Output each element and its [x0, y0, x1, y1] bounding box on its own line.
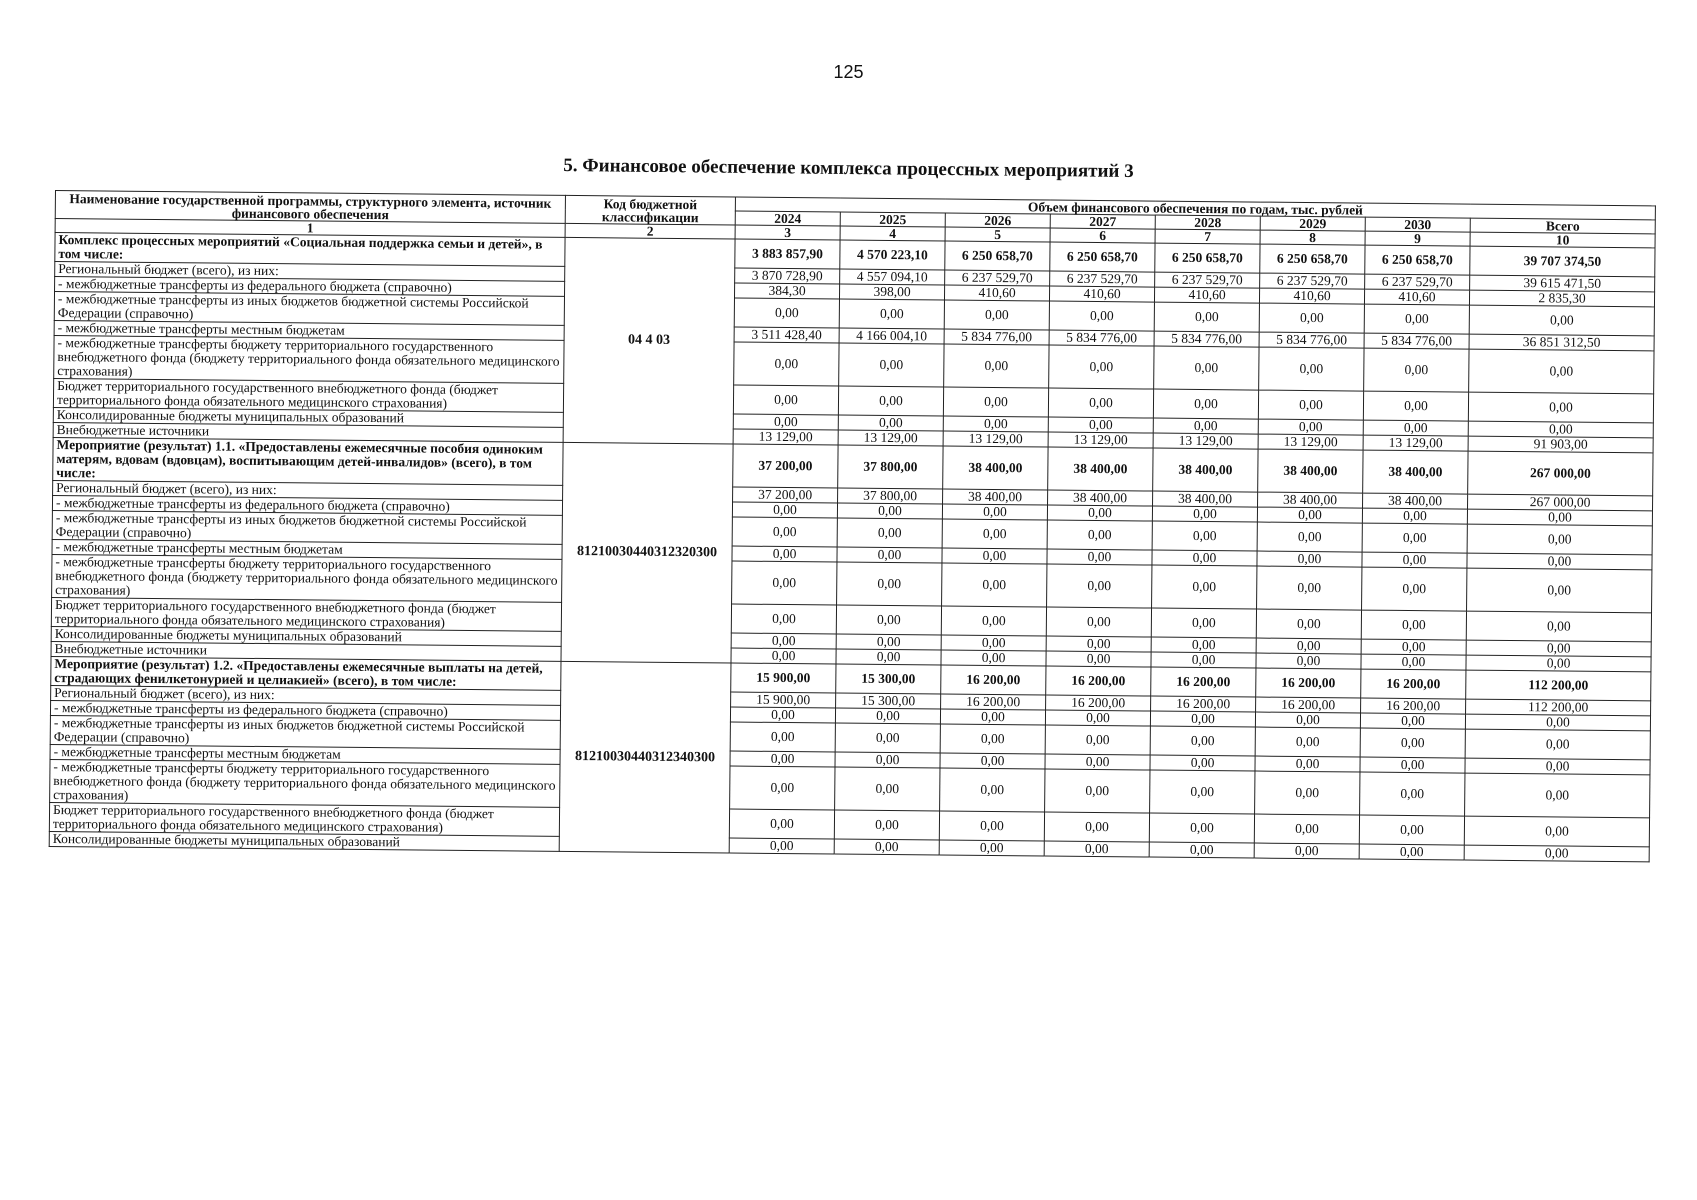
total-value: 0,00	[1466, 611, 1651, 642]
year-value: 38 400,00	[943, 446, 1048, 490]
year-value: 0,00	[1254, 814, 1359, 844]
year-value: 0,00	[1360, 757, 1465, 773]
year-value: 0,00	[1047, 505, 1152, 521]
year-value: 0,00	[732, 502, 837, 518]
year-value: 16 200,00	[1151, 667, 1256, 697]
year-value: 0,00	[1150, 711, 1255, 727]
year-value: 5 834 776,00	[1259, 332, 1364, 348]
year-value: 6 250 658,70	[1365, 245, 1470, 275]
year-value: 13 129,00	[1153, 433, 1258, 449]
year-value: 16 200,00	[1361, 669, 1466, 699]
year-value: 38 400,00	[1153, 491, 1258, 507]
year-value: 0,00	[1045, 769, 1150, 813]
year-value: 0,00	[836, 649, 941, 665]
year-value: 0,00	[942, 519, 1047, 549]
year-value: 0,00	[1154, 346, 1259, 390]
row-label: Внебюджетные источники	[51, 641, 561, 661]
budget-code: 81210030440312340300	[559, 661, 731, 853]
year-value: 0,00	[1048, 388, 1153, 418]
year-value: 0,00	[837, 503, 942, 519]
year-value: 13 129,00	[943, 431, 1048, 447]
year-value: 4 166 004,10	[839, 328, 944, 344]
year-value: 0,00	[1255, 712, 1360, 728]
year-value: 0,00	[1151, 652, 1256, 668]
year-value: 0,00	[1361, 610, 1466, 640]
year-value: 0,00	[1255, 756, 1360, 772]
year-value: 6 237 529,70	[1365, 274, 1470, 290]
finance-table	[49, 190, 1656, 862]
row-label: Бюджет территориального государственного внебюджетного фонда (бюджет территориального фонда обязательного медицинского страхования)	[49, 802, 559, 836]
year-value: 0,00	[733, 414, 838, 430]
year-value: 4 557 094,10	[840, 269, 945, 285]
row-label: - межбюджетные трансферты бюджету территориального государственного внебюджетного фонда (бюджету территориального фонда обязательного медицинского страхования)	[50, 759, 560, 807]
year-value: 0,00	[731, 604, 836, 634]
total-value: 0,00	[1466, 655, 1651, 672]
total-value: 112 200,00	[1466, 699, 1651, 716]
total-value: 267 000,00	[1468, 451, 1653, 496]
total-value: 0,00	[1469, 349, 1654, 394]
year-value: 0,00	[1259, 347, 1364, 391]
year-value: 6 237 529,70	[1155, 272, 1260, 288]
row-label: - межбюджетные трансферты местным бюджетам	[52, 539, 562, 559]
header-year: 2024	[735, 211, 840, 226]
year-value: 0,00	[1044, 841, 1149, 857]
year-value: 0,00	[940, 768, 1045, 812]
year-value: 0,00	[1154, 302, 1259, 332]
year-value: 37 200,00	[733, 444, 838, 488]
year-value: 3 870 728,90	[735, 268, 840, 284]
year-value: 0,00	[1152, 550, 1257, 566]
year-value: 0,00	[1254, 843, 1359, 859]
header-code: Код бюджетной классификации	[565, 195, 735, 225]
year-value: 16 200,00	[1256, 668, 1361, 698]
header-year: 2026	[945, 213, 1050, 228]
total-value: 39 707 374,50	[1470, 246, 1655, 277]
year-value: 0,00	[732, 517, 837, 547]
year-value: 16 200,00	[1151, 696, 1256, 712]
year-value: 0,00	[732, 561, 837, 605]
year-value: 0,00	[837, 518, 942, 548]
budget-code: 81210030440312320300	[561, 442, 733, 663]
year-value: 0,00	[942, 548, 1047, 564]
year-value: 410,60	[1049, 286, 1154, 302]
year-value: 38 400,00	[1153, 448, 1258, 492]
year-value: 0,00	[1047, 564, 1152, 608]
year-value: 0,00	[1361, 639, 1466, 655]
year-value: 0,00	[1044, 812, 1149, 842]
total-value: 0,00	[1465, 729, 1650, 760]
year-value: 37 800,00	[838, 445, 943, 489]
year-value: 0,00	[733, 385, 838, 415]
year-value: 398,00	[839, 284, 944, 300]
year-value: 13 129,00	[1258, 434, 1363, 450]
year-value: 0,00	[1048, 417, 1153, 433]
year-value: 0,00	[1362, 523, 1467, 553]
year-value: 0,00	[1258, 419, 1363, 435]
year-value: 0,00	[838, 386, 943, 416]
year-value: 0,00	[839, 343, 944, 387]
year-value: 38 400,00	[1048, 447, 1153, 491]
total-value: 0,00	[1468, 392, 1653, 423]
row-label: Бюджет территориального государственного внебюджетного фонда (бюджет территориального фонда обязательного медицинского страхования)	[51, 597, 561, 631]
year-value: 0,00	[943, 387, 1048, 417]
row-label: - межбюджетные трансферты из иных бюджетов бюджетной системы Российской Федерации (справочно)	[52, 510, 562, 544]
year-value: 0,00	[730, 766, 835, 810]
year-value: 3 883 857,90	[735, 239, 840, 269]
year-value: 0,00	[1047, 549, 1152, 565]
total-value: 0,00	[1466, 640, 1651, 657]
year-value: 384,30	[734, 283, 839, 299]
total-value: 2 835,30	[1469, 290, 1654, 307]
total-value: 112 200,00	[1466, 670, 1651, 701]
year-value: 0,00	[1360, 728, 1465, 758]
year-value: 0,00	[1361, 654, 1466, 670]
col-number: 1	[55, 219, 565, 238]
row-label: - межбюджетные трансферты местным бюджетам	[50, 744, 560, 764]
year-value: 0,00	[1152, 565, 1257, 609]
year-value: 4 570 223,10	[840, 240, 945, 270]
row-label: Региональный бюджет (всего), из них:	[51, 685, 561, 705]
year-value: 38 400,00	[1258, 449, 1363, 493]
col-number: 7	[1155, 229, 1260, 244]
year-value: 5 834 776,00	[1364, 333, 1469, 349]
total-value: 0,00	[1465, 773, 1650, 818]
total-value: 0,00	[1467, 568, 1652, 613]
year-value: 13 129,00	[1363, 435, 1468, 451]
row-label: - межбюджетные трансферты из иных бюджетов бюджетной системы Российской Федерации (справочно)	[50, 715, 560, 749]
year-value: 15 300,00	[836, 693, 941, 709]
year-value: 0,00	[835, 723, 940, 753]
year-value: 15 300,00	[836, 664, 941, 694]
page-number: 125	[833, 62, 864, 82]
year-value: 0,00	[1363, 420, 1468, 436]
year-value: 16 200,00	[1361, 698, 1466, 714]
row-label: Бюджет территориального государственного внебюджетного фонда (бюджет территориального фонда обязательного медицинского страхования)	[53, 378, 563, 412]
year-value: 0,00	[1255, 771, 1360, 815]
year-value: 0,00	[1045, 725, 1150, 755]
header-volume: Объем финансового обеспечения по годам, тыс. рублей	[735, 197, 1655, 220]
header-year: 2028	[1155, 215, 1260, 230]
year-value: 16 200,00	[1046, 666, 1151, 696]
row-label: Мероприятие (результат) 1.1. «Предоставлены ежемесячные пособия одиноким матерям, вдовам (вдовцам), воспитывающим детей-инвалидов» (всего), в том числе:	[53, 437, 563, 485]
year-value: 0,00	[731, 648, 836, 664]
year-value: 0,00	[1150, 726, 1255, 756]
year-value: 0,00	[1152, 506, 1257, 522]
year-value: 6 250 658,70	[1155, 243, 1260, 273]
year-value: 0,00	[1046, 607, 1151, 637]
budget-code: 04 4 03	[563, 237, 735, 444]
year-value: 0,00	[1364, 304, 1469, 334]
year-value: 0,00	[730, 722, 835, 752]
row-label: - межбюджетные трансферты бюджету территориального государственного внебюджетного фонда (бюджету территориального фонда обязательного медицинского страхования)	[52, 554, 562, 602]
year-value: 16 200,00	[941, 694, 1046, 710]
year-value: 38 400,00	[943, 489, 1048, 505]
year-value: 0,00	[1359, 815, 1464, 845]
year-value: 6 237 529,70	[1260, 273, 1365, 289]
total-value: 0,00	[1467, 524, 1652, 555]
year-value: 0,00	[1259, 303, 1364, 333]
year-value: 0,00	[1364, 348, 1469, 392]
finance-table-wrapper	[49, 190, 1655, 862]
year-value: 410,60	[1154, 287, 1259, 303]
row-label: Консолидированные бюджеты муниципальных образований	[49, 831, 559, 851]
year-value: 410,60	[944, 285, 1049, 301]
year-value: 0,00	[1049, 345, 1154, 389]
col-number: 8	[1260, 230, 1365, 245]
year-value: 0,00	[1256, 653, 1361, 669]
year-value: 0,00	[1362, 567, 1467, 611]
year-value: 0,00	[836, 634, 941, 650]
year-value: 0,00	[730, 707, 835, 723]
year-value: 0,00	[941, 650, 1046, 666]
year-value: 5 834 776,00	[1154, 331, 1259, 347]
header-year: 2025	[840, 212, 945, 227]
year-value: 0,00	[834, 810, 939, 840]
year-value: 38 400,00	[1363, 493, 1468, 509]
total-value: 39 615 471,50	[1470, 275, 1655, 292]
page-title: 5. Финансовое обеспечение комплекса процессных мероприятий 3	[563, 155, 1134, 182]
year-value: 410,60	[1364, 289, 1469, 305]
total-value: 0,00	[1469, 305, 1654, 336]
year-value: 0,00	[731, 633, 836, 649]
year-value: 0,00	[1150, 770, 1255, 814]
year-value: 0,00	[941, 635, 1046, 651]
year-value: 0,00	[837, 547, 942, 563]
year-value: 5 834 776,00	[944, 329, 1049, 345]
year-value: 0,00	[834, 839, 939, 855]
total-value: 0,00	[1467, 509, 1652, 526]
col-number: 4	[840, 226, 945, 241]
year-value: 15 900,00	[731, 663, 836, 693]
row-label: - межбюджетные трансферты из федерального бюджета (справочно)	[52, 495, 562, 515]
year-value: 0,00	[1151, 637, 1256, 653]
year-value: 38 400,00	[1048, 490, 1153, 506]
year-value: 13 129,00	[733, 429, 838, 445]
year-value: 38 400,00	[1258, 492, 1363, 508]
row-label: - межбюджетные трансферты из федерального бюджета (справочно)	[50, 700, 560, 720]
year-value: 0,00	[940, 753, 1045, 769]
col-number: 5	[945, 227, 1050, 242]
year-value: 0,00	[944, 300, 1049, 330]
row-label: - межбюджетные трансферты из федерального бюджета (справочно)	[55, 277, 565, 297]
total-value: 0,00	[1464, 816, 1649, 847]
year-value: 0,00	[838, 415, 943, 431]
year-value: 0,00	[1149, 842, 1254, 858]
year-value: 6 250 658,70	[1260, 244, 1365, 274]
year-value: 0,00	[939, 811, 1044, 841]
year-value: 0,00	[1256, 638, 1361, 654]
year-value: 38 400,00	[1363, 450, 1468, 494]
year-value: 0,00	[836, 605, 941, 635]
year-value: 0,00	[1257, 551, 1362, 567]
year-value: 0,00	[839, 299, 944, 329]
year-value: 0,00	[734, 298, 839, 328]
total-value: 0,00	[1468, 421, 1653, 438]
header-total: Всего	[1470, 218, 1655, 234]
year-value: 6 250 658,70	[1050, 242, 1155, 272]
year-value: 16 200,00	[941, 665, 1046, 695]
year-value: 15 900,00	[731, 692, 836, 708]
year-value: 13 129,00	[838, 430, 943, 446]
row-label: Внебюджетные источники	[53, 422, 563, 442]
row-label: - межбюджетные трансферты из иных бюджетов бюджетной системы Российской Федерации (справочно)	[54, 292, 564, 326]
year-value: 0,00	[1362, 508, 1467, 524]
col-number: 6	[1050, 228, 1155, 243]
year-value: 5 834 776,00	[1049, 330, 1154, 346]
year-value: 0,00	[1045, 710, 1150, 726]
year-value: 0,00	[1046, 636, 1151, 652]
year-value: 0,00	[939, 840, 1044, 856]
year-value: 3 511 428,40	[734, 327, 839, 343]
year-value: 0,00	[1360, 713, 1465, 729]
year-value: 0,00	[1257, 566, 1362, 610]
row-label: - межбюджетные трансферты местным бюджетам	[54, 320, 564, 340]
row-label: Консолидированные бюджеты муниципальных образований	[53, 407, 563, 427]
year-value: 0,00	[734, 342, 839, 386]
row-label: - межбюджетные трансферты бюджету территориального государственного внебюджетного фонда (бюджету территориального фонда обязательного медицинского страхования)	[54, 335, 564, 383]
header-year: 2030	[1365, 217, 1470, 232]
total-value: 0,00	[1467, 553, 1652, 570]
year-value: 16 200,00	[1046, 695, 1151, 711]
year-value: 0,00	[1362, 552, 1467, 568]
row-label: Региональный бюджет (всего), из них:	[55, 262, 565, 282]
total-value: 0,00	[1464, 845, 1649, 862]
year-value: 0,00	[944, 344, 1049, 388]
year-value: 0,00	[1363, 391, 1468, 421]
year-value: 13 129,00	[1048, 432, 1153, 448]
year-value: 16 200,00	[1256, 697, 1361, 713]
row-label: Комплекс процессных мероприятий «Социальная поддержка семьи и детей», в том числе:	[55, 233, 565, 267]
row-label: Мероприятие (результат) 1.2. «Предоставлены ежемесячные выплаты на детей, страдающих фенилкетонурией и целиакией» (всего), в том числе:	[51, 656, 561, 690]
total-value: 0,00	[1465, 714, 1650, 731]
col-number: 2	[565, 223, 735, 239]
year-value: 0,00	[1360, 772, 1465, 816]
year-value: 410,60	[1259, 288, 1364, 304]
year-value: 0,00	[729, 838, 834, 854]
year-value: 0,00	[1153, 418, 1258, 434]
header-year: 2027	[1050, 214, 1155, 229]
year-value: 0,00	[1359, 844, 1464, 860]
year-value: 0,00	[1047, 520, 1152, 550]
year-value: 0,00	[837, 562, 942, 606]
year-value: 6 250 658,70	[945, 241, 1050, 271]
col-number: 3	[735, 225, 840, 240]
year-value: 37 800,00	[838, 488, 943, 504]
year-value: 0,00	[1151, 608, 1256, 638]
year-value: 0,00	[1257, 507, 1362, 523]
year-value: 0,00	[1152, 521, 1257, 551]
year-value: 0,00	[1149, 813, 1254, 843]
col-number: 10	[1470, 232, 1655, 248]
header-year: 2029	[1260, 216, 1365, 231]
year-value: 0,00	[1150, 755, 1255, 771]
year-value: 0,00	[942, 563, 1047, 607]
year-value: 0,00	[1256, 609, 1361, 639]
year-value: 6 237 529,70	[1050, 271, 1155, 287]
total-value: 267 000,00	[1468, 494, 1653, 511]
year-value: 0,00	[835, 708, 940, 724]
year-value: 0,00	[732, 546, 837, 562]
year-value: 0,00	[943, 416, 1048, 432]
table-body	[49, 233, 1655, 862]
total-value: 91 903,00	[1468, 436, 1653, 453]
year-value: 0,00	[942, 504, 1047, 520]
year-value: 0,00	[1255, 727, 1360, 757]
year-value: 0,00	[1257, 522, 1362, 552]
row-label: Консолидированные бюджеты муниципальных образований	[51, 626, 561, 646]
header-name: Наименование государственной программы, структурного элемента, источник финансового обеспечения	[55, 191, 565, 224]
year-value: 0,00	[1045, 754, 1150, 770]
row-label: Региональный бюджет (всего), из них:	[53, 480, 563, 500]
year-value: 37 200,00	[733, 487, 838, 503]
year-value: 0,00	[729, 809, 834, 839]
year-value: 0,00	[730, 751, 835, 767]
total-value: 36 851 312,50	[1469, 334, 1654, 351]
year-value: 0,00	[940, 709, 1045, 725]
year-value: 0,00	[940, 724, 1045, 754]
col-number: 9	[1365, 231, 1470, 246]
year-value: 0,00	[1153, 389, 1258, 419]
year-value: 0,00	[1258, 390, 1363, 420]
year-value: 0,00	[1046, 651, 1151, 667]
year-value: 0,00	[835, 752, 940, 768]
year-value: 0,00	[835, 767, 940, 811]
year-value: 0,00	[941, 606, 1046, 636]
year-value: 0,00	[1049, 301, 1154, 331]
year-value: 6 237 529,70	[945, 270, 1050, 286]
total-value: 0,00	[1465, 758, 1650, 775]
